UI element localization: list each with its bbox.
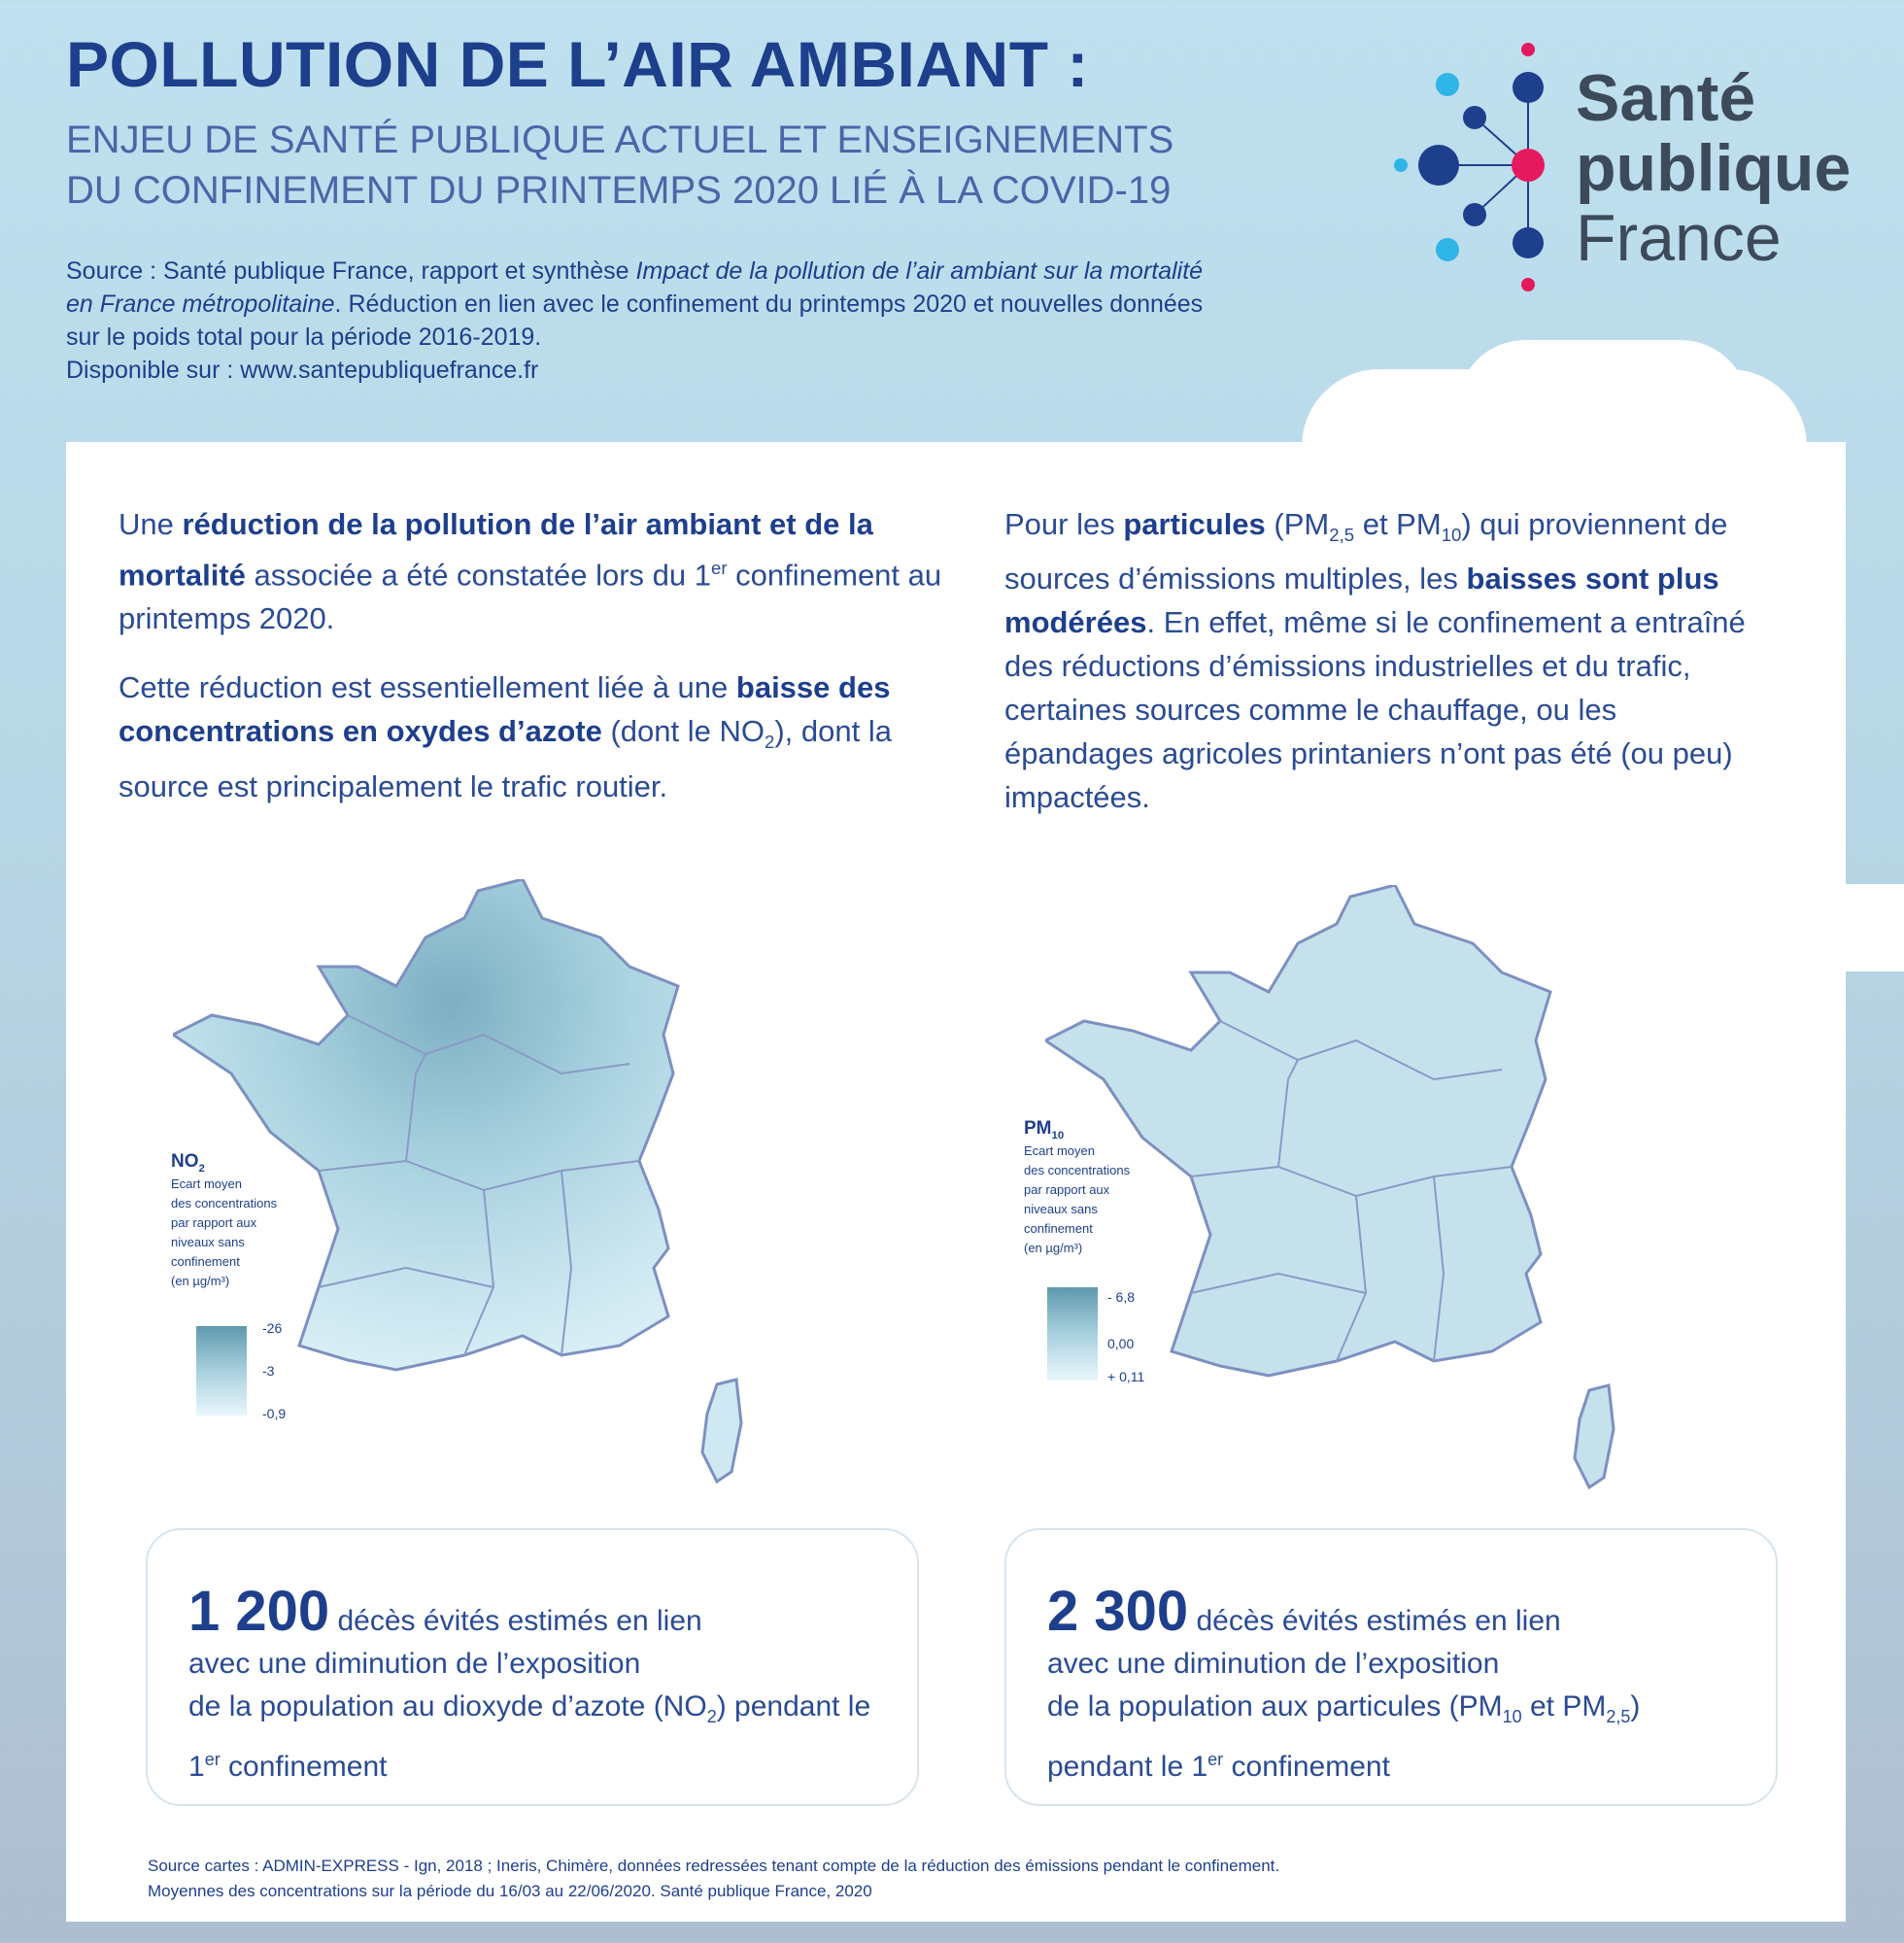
source-link[interactable]: Disponible sur : www.santepubliquefrance.fr <box>66 357 539 384</box>
paragraph <box>119 502 973 640</box>
legend-line: niveaux sans <box>1024 1201 1098 1216</box>
legend-line: par rapport aux <box>171 1214 257 1230</box>
sante-publique-france-logo <box>1384 34 1851 301</box>
subscript: 10 <box>1051 1129 1065 1142</box>
corsica-shape <box>1575 1385 1614 1487</box>
legend-line: Ecart moyen <box>1024 1142 1095 1158</box>
subtitle-line: DU CONFINEMENT DU PRINTEMPS 2020 LIÉ À LA COVID-19 <box>66 169 1172 212</box>
subscript: 2,5 <box>1329 525 1355 546</box>
text: ) <box>1630 1690 1641 1722</box>
text: de la population aux particules (PM <box>1047 1690 1503 1722</box>
legend-title <box>1024 1118 1189 1142</box>
legend-line: (en µg/m³) <box>171 1273 230 1288</box>
box-text <box>1047 1580 1641 1789</box>
source-report-title: Impact de la pollution de l’air ambiant sur la mortalité en France métropolitaine <box>66 257 1204 318</box>
subscript: 10 <box>1441 525 1462 546</box>
logo-line: Santé <box>1576 61 1756 135</box>
logo-line: publique <box>1576 131 1852 205</box>
superscript: er <box>204 1750 221 1769</box>
superscript: er <box>1207 1750 1224 1769</box>
legend-description <box>171 1175 326 1291</box>
legend-title <box>171 1151 326 1175</box>
source-prefix: Source : Santé publique France, rapport et synthèse <box>66 257 636 285</box>
legend-description <box>1024 1142 1189 1258</box>
text: de la population au dioxyde d’azote (NO <box>188 1690 707 1722</box>
scale-value: + 0,11 <box>1107 1369 1145 1384</box>
legend-line: confinement <box>1024 1220 1093 1236</box>
legend-line: (en µg/m³) <box>1024 1240 1083 1255</box>
pm-deaths-avoided-box <box>1004 1528 1778 1806</box>
subscript: 2 <box>198 1162 205 1175</box>
bold-text: particules <box>1123 507 1266 541</box>
legend-title-text: NO <box>171 1151 199 1172</box>
subscript: 10 <box>1502 1707 1522 1726</box>
right-paragraph <box>1004 502 1762 844</box>
text: . En effet, même si le confinement a entraîné des réductions d’émissions industrielles et du trafic, certaines sources comme le chauffage, ou les épandages agricoles printaniers n’ont pas été (ou peu) impactées. <box>1004 605 1746 815</box>
no2-color-scale <box>196 1326 247 1415</box>
corsica-shape <box>702 1380 741 1482</box>
text: Pour les <box>1004 507 1124 541</box>
page-title: POLLUTION DE L’AIR AMBIANT : <box>66 28 1089 100</box>
subscript: 2,5 <box>1606 1707 1631 1726</box>
bold-text: baisses sont plus modérées <box>1004 562 1719 640</box>
paragraph <box>119 665 954 807</box>
text: et PM <box>1354 507 1442 541</box>
text: décès évités estimés en lien <box>329 1605 702 1637</box>
text: avec une diminution de l’exposition <box>188 1648 641 1680</box>
text: (PM <box>1265 507 1330 541</box>
subtitle-line: ENJEU DE SANTÉ PUBLIQUE ACTUEL ET ENSEIGNEMENTS <box>66 119 1174 161</box>
france-mainland-shape <box>173 879 678 1370</box>
legend-line: niveaux sans <box>171 1234 245 1249</box>
text: Cette réduction est essentiellement liée à une <box>119 670 736 705</box>
source-suffix: . Réduction en lien avec le confinement du printemps 2020 et nouvelles données sur le poids total pour la période 2016-2019. <box>66 290 1204 351</box>
no2-deaths-avoided-box <box>146 1528 919 1806</box>
deaths-avoided-number: 2 300 <box>1047 1580 1189 1643</box>
molecule-icon <box>1384 34 1579 301</box>
text: avec une diminution de l’exposition <box>1047 1648 1500 1680</box>
text: et PM <box>1521 1690 1607 1722</box>
text: confinement <box>220 1751 388 1783</box>
text: confinement au printemps 2020. <box>119 558 942 636</box>
legend-line: des concentrations <box>1024 1162 1131 1177</box>
box-text <box>188 1580 871 1789</box>
subscript: 2 <box>706 1707 717 1726</box>
legend-line: des concentrations <box>171 1195 278 1210</box>
pm10-legend <box>1024 1118 1189 1258</box>
content-panel <box>66 442 1846 1922</box>
left-paragraphs <box>119 502 973 834</box>
text: décès évités estimés en lien <box>1188 1605 1561 1637</box>
legend-line: par rapport aux <box>1024 1181 1110 1197</box>
text: ), dont la source est principalement le trafic routier. <box>119 714 892 803</box>
maps-source-footer <box>148 1854 1279 1904</box>
scale-value: -0,9 <box>262 1406 287 1421</box>
logo-wordmark <box>1576 63 1851 273</box>
logo-line: France <box>1576 201 1782 275</box>
legend-line: Ecart moyen <box>171 1176 242 1191</box>
scale-value: -26 <box>262 1320 283 1336</box>
text: ) qui proviennent de sources d’émissions multiples, les <box>1004 507 1728 597</box>
text: Une <box>119 507 183 541</box>
pm10-color-scale <box>1047 1287 1098 1381</box>
bold-text: réduction de la pollution de l’air ambiant et de la mortalité <box>119 507 873 593</box>
source-note <box>66 255 1232 387</box>
subscript: 2 <box>764 732 775 753</box>
text: 1 <box>188 1751 205 1783</box>
footer-line: Source cartes : ADMIN-EXPRESS - Ign, 2018 ; Ineris, Chimère, données redressées tenant compte de la réduction des émissions pendant le confinement. <box>148 1857 1280 1875</box>
superscript: er <box>711 558 728 578</box>
scale-value: - 6,8 <box>1107 1289 1136 1305</box>
text: pendant le 1 <box>1047 1751 1208 1783</box>
no2-legend <box>171 1151 326 1291</box>
scale-value: -3 <box>262 1363 275 1379</box>
text: (dont le NO <box>601 714 765 749</box>
bold-text: baisse des concentrations en oxydes d’azote <box>119 670 891 749</box>
text: associée a été constatée lors du 1 <box>245 558 711 593</box>
legend-line: confinement <box>171 1253 240 1269</box>
scale-value: 0,00 <box>1107 1336 1135 1351</box>
paragraph <box>1004 502 1762 819</box>
text: confinement <box>1223 1751 1390 1783</box>
legend-title-text: PM <box>1024 1118 1052 1139</box>
deaths-avoided-number: 1 200 <box>188 1580 330 1643</box>
footer-line: Moyennes des concentrations sur la période du 16/03 au 22/06/2020. Santé publique France, 2020 <box>148 1882 872 1900</box>
text: ) pendant le <box>716 1690 871 1722</box>
page-subtitle <box>66 115 1173 216</box>
